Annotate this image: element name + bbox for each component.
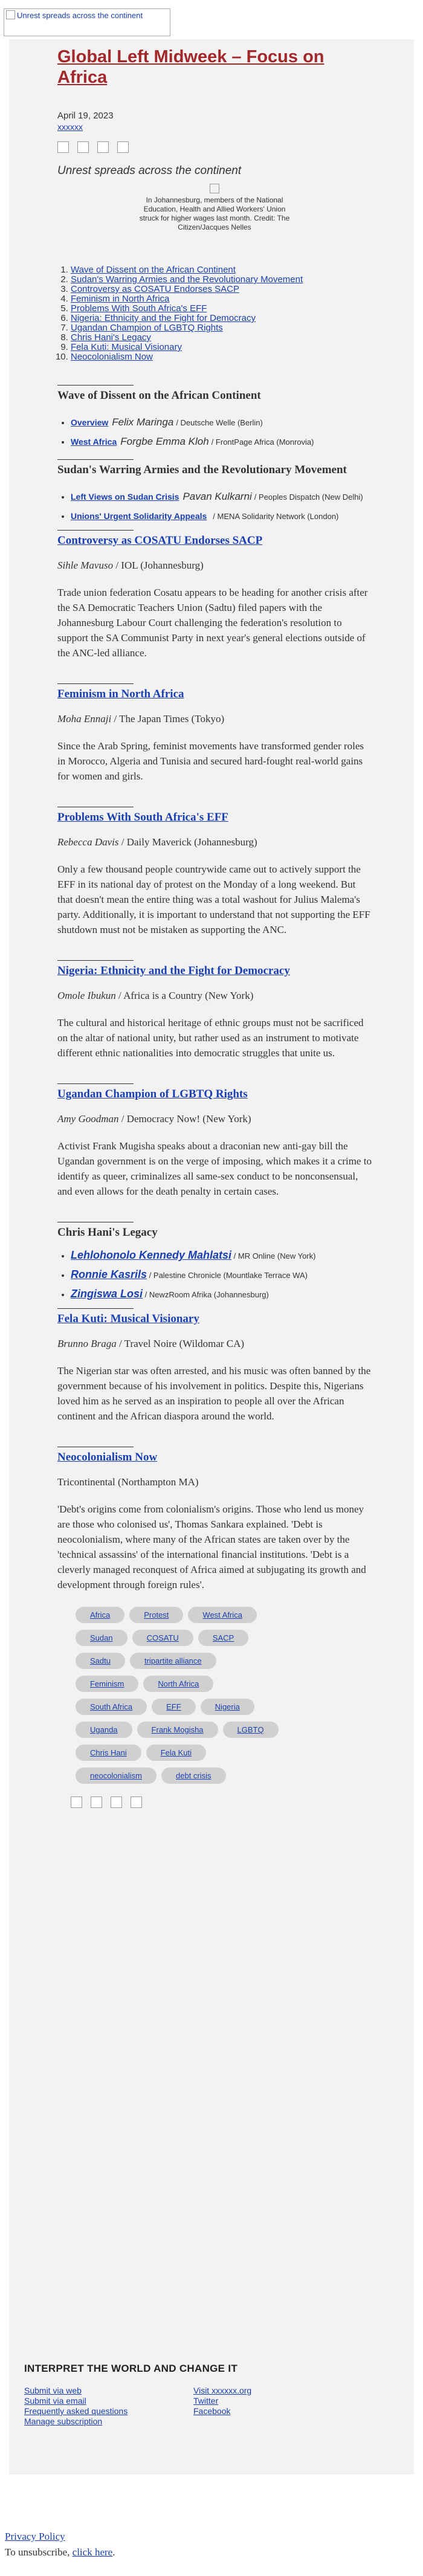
tag[interactable]: North Africa (143, 1676, 213, 1692)
byline (57, 713, 372, 725)
byline-source: / Democracy Now! (New York) (118, 1113, 251, 1125)
author-link[interactable]: xxxxxx (57, 122, 83, 132)
tag[interactable]: West Africa (188, 1607, 257, 1623)
byline (57, 560, 372, 572)
article-source: / NewzRoom Afrika (Johannesburg) (144, 1290, 269, 1299)
toc-item[interactable]: Chris Hani's Legacy (71, 332, 151, 343)
section-divider (57, 385, 134, 386)
byline-source: / The Japan Times (Tokyo) (111, 713, 225, 725)
section-divider (57, 683, 134, 684)
toc-item[interactable]: Ugandan Champion of LGBTQ Rights (71, 323, 223, 333)
tag[interactable]: Fela Kuti (146, 1745, 206, 1761)
issue-subtitle: Unrest spreads across the continent (57, 164, 242, 177)
footer-heading: INTERPRET THE WORLD AND CHANGE IT (24, 2363, 238, 2374)
link-list (57, 1250, 372, 1300)
list-item (71, 1250, 372, 1261)
article-summary: Only a few thousand people countrywide came out to actively support the EFF in its national day of protest on the Monday of a long weekend. But that doesn't mean the entire thing was a total washout for Julius Malema's party. Additionally, it is important to understand that not supporting the EFF shutdown must not be mistaken as supporting the ANC. (57, 864, 370, 935)
footer-links (24, 2386, 387, 2427)
byline-source: / Travel Noire (Wildomar CA) (116, 1338, 245, 1349)
section-heading-link[interactable]: Neocolonialism Now (57, 1451, 158, 1464)
list-item (71, 417, 372, 428)
twitter-link[interactable]: Twitter (193, 2396, 219, 2406)
submit-web-link[interactable]: Submit via web (24, 2386, 82, 2395)
footer-column-right (193, 2386, 363, 2416)
toc-item[interactable]: Sudan's Warring Armies and the Revolutionary Movement (71, 274, 303, 285)
tag[interactable]: Uganda (76, 1722, 132, 1738)
link-list (57, 491, 372, 521)
banner-alt-text: Unrest spreads across the continent (17, 11, 143, 20)
legal-footer (5, 2529, 115, 2560)
article-link[interactable]: Unions' Urgent Solidarity Appeals (71, 511, 207, 521)
email-share-icon[interactable] (111, 1796, 122, 1808)
section-heading-link[interactable]: Fela Kuti: Musical Visionary (57, 1312, 199, 1325)
facebook-link[interactable]: Facebook (193, 2406, 231, 2416)
tag[interactable]: COSATU (132, 1630, 193, 1646)
article-link[interactable]: Zingiswa Losi (71, 1288, 143, 1300)
byline-author: Omole Ibukun (57, 990, 116, 1001)
section-heading-link[interactable]: Ugandan Champion of LGBTQ Rights (57, 1088, 248, 1100)
tag[interactable]: South Africa (76, 1699, 147, 1715)
print-share-icon[interactable] (117, 141, 129, 153)
article-link[interactable]: West Africa (71, 437, 117, 447)
link-list (57, 417, 372, 447)
byline-author: Sihle Mavuso (57, 560, 114, 571)
section-heading-link[interactable]: Nigeria: Ethnicity and the Fight for Democracy (57, 964, 290, 977)
tag[interactable]: LGBTQ (223, 1722, 279, 1738)
article-summary: Trade union federation Cosatu appears to be heading for another crisis after the SA Democratic Teachers Union (Sadtu) filed papers with the Johannesburg Labour Court challenging the federation's resolution to support the SA Communist Party in next year's general elections outside of the ANC-led alliance. (57, 587, 368, 659)
article-summary: The Nigerian star was often arrested, and his music was often banned by the government because of his involvement in politics. Despite this, Nigerians loved him as he served as an inspiration to people all over the African continent and the African diaspora around the world. (57, 1365, 371, 1422)
lead-figure (57, 184, 372, 232)
article-source: / FrontPage Africa (Monrovia) (211, 437, 314, 447)
section-divider (57, 960, 134, 961)
figure-caption: In Johannesburg, members of the National Education, Health and Allied Workers' Union struck for higher wages last month. Credit: The Citizen/Jacques Nelles (139, 196, 290, 231)
article-source: / Peoples Dispatch (New Delhi) (254, 492, 363, 502)
section-heading: Wave of Dissent on the African Continent (57, 389, 261, 402)
twitter-share-icon[interactable] (91, 1796, 102, 1808)
tag-list (57, 1607, 373, 1790)
toc-item[interactable]: Fela Kuti: Musical Visionary (71, 342, 182, 352)
tag[interactable]: SACP (198, 1630, 248, 1646)
article-author: Forgbe Emma Kloh (120, 436, 209, 447)
article-summary: Activist Frank Mugisha speaks about a draconian new anti-gay bill the Ugandan government is on the verge of imposing, which makes it a crime to identify as queer, criminalizes all same-sex conduct to be nonconsensual, and even allows for the death penalty in certain cases. (57, 1140, 372, 1197)
tag[interactable]: Frank Mogisha (137, 1722, 218, 1738)
tag[interactable]: EFF (152, 1699, 196, 1715)
byline-source: / Africa is a Country (New York) (115, 990, 254, 1001)
footer-column-left (24, 2386, 193, 2427)
article-summary: Since the Arab Spring, feminist movements have transformed gender roles in Morocco, Algeria and Tunisia and secured hard-fought real-world gains for women and girls. (57, 740, 364, 782)
article-source: / Deutsche Welle (Berlin) (176, 418, 263, 427)
section-divider (57, 459, 134, 460)
article-source: / Palestine Chronicle (Mountlake Terrace WA) (149, 1271, 308, 1280)
article-link[interactable]: Left Views on Sudan Crisis (71, 492, 179, 502)
byline-author: Moha Ennaji (57, 713, 112, 725)
toc-item[interactable]: Feminism in North Africa (71, 294, 170, 304)
issue-meta (57, 111, 372, 133)
tag[interactable]: Chris Hani (76, 1745, 141, 1761)
section-heading-link[interactable]: Feminism in North Africa (57, 688, 184, 700)
byline (57, 990, 372, 1002)
visit-site-link[interactable]: Visit xxxxxx.org (193, 2386, 252, 2395)
article-link[interactable]: Ronnie Kasrils (71, 1268, 147, 1280)
newsletter-footer (24, 2363, 387, 2427)
byline: Tricontinental (Northampton MA) (57, 1476, 199, 1488)
article-summary: 'Debt's origins come from colonialism's origins. Those who lend us money are those who colonised us', Thomas Sankara explained. 'Debt is neocolonialism, where many of the African states are taken over by the 'technical assassins' of the international financial institutions. 'Debt is a cleverly managed reconquest of Africa aimed at subjugating its growth and development through foreign rules'. (57, 1503, 366, 1590)
tag[interactable]: Feminism (76, 1676, 138, 1692)
facebook-share-icon[interactable] (57, 141, 69, 153)
share-icons-bottom (57, 1796, 372, 1811)
article-source: / MENA Solidarity Network (London) (213, 512, 339, 521)
facebook-share-icon[interactable] (71, 1796, 82, 1808)
section-divider (57, 1083, 134, 1084)
newsletter-content (57, 39, 372, 1811)
tag[interactable]: tripartite alliance (130, 1653, 216, 1669)
byline-author: Amy Goodman (57, 1113, 119, 1125)
faq-link[interactable]: Frequently asked questions (24, 2406, 128, 2416)
tag[interactable]: Nigeria (201, 1699, 254, 1715)
page-title[interactable]: Global Left Midweek – Focus on Africa (57, 47, 325, 87)
unsubscribe-suffix: . (112, 2546, 115, 2558)
print-share-icon[interactable] (131, 1796, 142, 1808)
submit-email-link[interactable]: Submit via email (24, 2396, 86, 2406)
tag[interactable]: Africa (76, 1607, 124, 1623)
byline-source: / Daily Maverick (Johannesburg) (118, 836, 257, 848)
section-divider (57, 530, 134, 531)
tag[interactable]: neocolonialism (76, 1767, 157, 1784)
tag[interactable]: Protest (129, 1607, 183, 1623)
section-heading: Sudan's Warring Armies and the Revolutionary Movement (57, 463, 347, 476)
issue-date: April 19, 2023 (57, 111, 114, 121)
email-share-icon[interactable] (97, 141, 109, 153)
toc-item[interactable]: Nigeria: Ethnicity and the Fight for Democracy (71, 313, 256, 323)
byline (57, 1113, 372, 1125)
tag[interactable]: Sudan (76, 1630, 128, 1646)
tag[interactable]: Sadtu (76, 1653, 125, 1669)
privacy-policy-link[interactable]: Privacy Policy (5, 2531, 65, 2542)
manage-subscription-link[interactable]: Manage subscription (24, 2416, 103, 2426)
byline (57, 836, 372, 848)
tag[interactable]: debt crisis (161, 1767, 226, 1784)
section-heading: Chris Hani's Legacy (57, 1226, 158, 1239)
unsubscribe-link[interactable]: click here (72, 2546, 113, 2558)
list-item (71, 436, 372, 447)
toc-item[interactable]: Controversy as COSATU Endorses SACP (71, 284, 239, 294)
article-link[interactable]: Lehlohonolo Kennedy Mahlatsi (71, 1249, 232, 1261)
section-heading-link[interactable]: Controversy as COSATU Endorses SACP (57, 534, 263, 547)
twitter-share-icon[interactable] (77, 141, 89, 153)
list-item (71, 491, 372, 502)
lead-image (210, 184, 219, 193)
broken-image-icon (6, 10, 15, 19)
byline-author: Rebecca Davis (57, 836, 119, 848)
newsletter-panel (9, 39, 414, 2474)
article-source: / MR Online (New York) (233, 1251, 316, 1261)
article-author: Felix Maringa (112, 416, 174, 428)
toc-item[interactable]: Neocolonialism Now (71, 352, 153, 362)
list-item (71, 1289, 372, 1300)
list-item (71, 1270, 372, 1280)
toc-item[interactable]: Problems With South Africa's EFF (71, 303, 207, 314)
byline-author: Brunno Braga (57, 1338, 117, 1349)
unsubscribe-text: To unsubscribe, (5, 2546, 73, 2558)
byline (57, 1338, 372, 1350)
share-icons (57, 141, 372, 153)
byline-source: / IOL (Johannesburg) (113, 560, 204, 571)
table-of-contents (57, 265, 372, 362)
list-item (71, 511, 372, 521)
section-heading-link[interactable]: Problems With South Africa's EFF (57, 811, 228, 824)
article-link[interactable]: Overview (71, 418, 109, 427)
header-banner-image[interactable] (4, 8, 170, 36)
article-author: Pavan Kulkarni (182, 491, 252, 502)
toc-item[interactable]: Wave of Dissent on the African Continent (71, 265, 236, 275)
section-divider (57, 1308, 134, 1309)
article-summary: The cultural and historical heritage of ethnic groups must not be sacrificed on the altar of national unity, but rather used as an instrument to motivate different ethnic nationalities into democratic struggles that unite us. (57, 1017, 364, 1059)
